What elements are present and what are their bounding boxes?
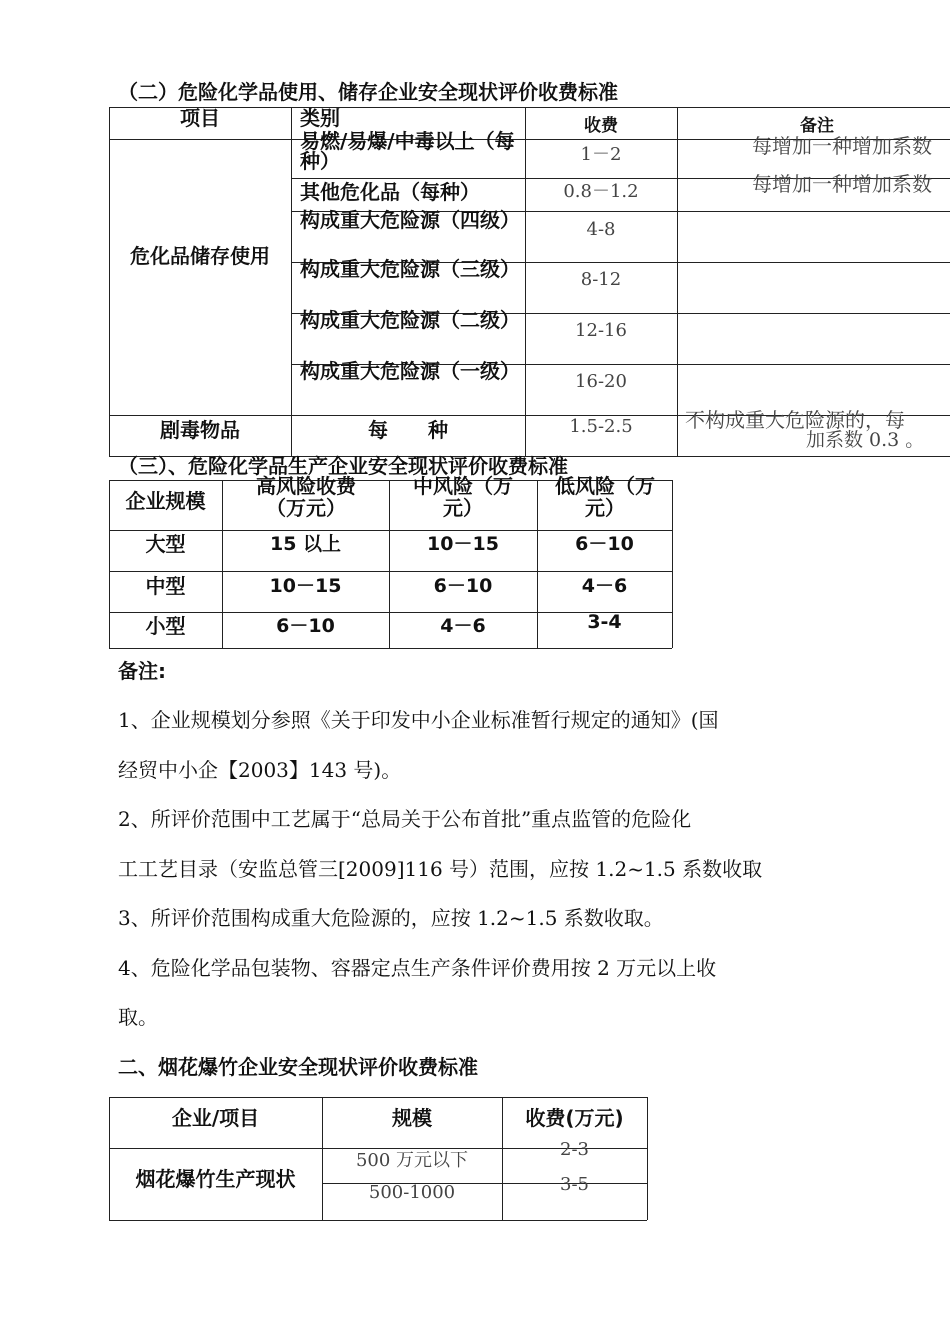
- remark-line: 工工艺目录（安监总管三[2009]116 号）范围，应按 1.2~1.5 系数收取: [118, 857, 763, 881]
- row1-note: 每增加一种增加系数: [752, 134, 932, 158]
- row-large-scale: 大型: [145, 532, 186, 556]
- fw-header-item: 企业/项目: [171, 1106, 260, 1130]
- fw-row1-fee: 2-3: [560, 1139, 589, 1160]
- remark-line: 2、所评价范围中工艺属于“总局关于公布首批”重点监管的危险化: [118, 807, 692, 831]
- section2-title: （二）危险化学品使用、储存企业安全现状评价收费标准: [118, 80, 618, 104]
- row-large-mid: 10－15: [427, 533, 499, 555]
- row-large-high: 15 以上: [269, 533, 342, 555]
- row4-fee: 8-12: [580, 269, 622, 290]
- row1-fee: 1－2: [580, 144, 622, 165]
- row1-category: 易燃/易爆/中毒以上（每种）: [300, 129, 515, 173]
- row3-category: 构成重大危险源（四级）: [300, 208, 520, 232]
- row4-category: 构成重大危险源（三级）: [300, 257, 520, 281]
- header-fee: 收费: [584, 116, 618, 136]
- remark-line: 取。: [118, 1005, 158, 1029]
- toxic-fee: 1.5-2.5: [569, 416, 633, 437]
- row-small-mid: 4－6: [440, 615, 486, 637]
- toxic-note-line1: 不构成重大危险源的，每: [685, 408, 905, 432]
- row5-category: 构成重大危险源（二级）: [300, 308, 520, 332]
- remark-line: 3、所评价范围构成重大危险源的，应按 1.2~1.5 系数收取。: [118, 906, 664, 930]
- fw-row2-scale: 500-1000: [368, 1182, 456, 1203]
- remark-line: 1、企业规模划分参照《关于印发中小企业标准暂行规定的通知》(国: [118, 708, 719, 732]
- remark-line: 经贸中小企【2003】143 号)。: [118, 758, 402, 782]
- remark-line: 4、危险化学品包装物、容器定点生产条件评价费用按 2 万元以上收: [118, 956, 717, 980]
- row2-fee: 0.8－1.2: [563, 181, 639, 202]
- row-small-low: 3-4: [587, 611, 622, 633]
- remarks-title: 备注:: [118, 659, 166, 683]
- fw-row2-fee: 3-5: [560, 1174, 589, 1195]
- header-scale: 企业规模: [125, 489, 206, 513]
- row-small-scale: 小型: [145, 614, 186, 638]
- fw-header-fee: 收费(万元): [525, 1106, 624, 1130]
- row2-note: 每增加一种增加系数: [752, 172, 932, 196]
- row-medium-mid: 6－10: [433, 575, 493, 597]
- row6-category: 构成重大危险源（一级）: [300, 359, 520, 383]
- header-item: 项目: [180, 106, 220, 130]
- fireworks-title: 二、烟花爆竹企业安全现状评价收费标准: [118, 1055, 478, 1079]
- header-note: 备注: [800, 116, 834, 136]
- toxic-item: 剧毒物品: [160, 418, 240, 442]
- row5-fee: 12-16: [575, 320, 627, 341]
- header-category: 类别: [300, 106, 340, 130]
- header-low-risk: 低风险（万元）: [555, 474, 655, 520]
- header-high-risk: 高风险收费（万元）: [256, 474, 356, 520]
- row-medium-scale: 中型: [145, 574, 186, 598]
- fw-header-scale: 规模: [392, 1106, 432, 1130]
- group-label-storage: 危化品储存使用: [130, 244, 270, 268]
- fw-group-label: 烟花爆竹生产现状: [135, 1167, 296, 1191]
- section3-title: （三）、危险化学品生产企业安全现状评价收费标准: [118, 454, 568, 478]
- row-medium-low: 4－6: [581, 575, 628, 597]
- header-mid-risk: 中风险（万元）: [413, 474, 513, 520]
- row-small-high: 6－10: [276, 615, 335, 637]
- row-large-low: 6－10: [575, 533, 634, 555]
- toxic-note-line2: 加系数 0.3 。: [806, 429, 925, 451]
- row6-fee: 16-20: [575, 371, 627, 392]
- row3-fee: 4-8: [586, 219, 616, 240]
- toxic-category: 每 种: [368, 418, 448, 442]
- row2-category: 其他危化品（每种）: [300, 180, 480, 204]
- fw-row1-scale: 500 万元以下: [355, 1150, 469, 1171]
- row-medium-high: 10－15: [269, 575, 342, 597]
